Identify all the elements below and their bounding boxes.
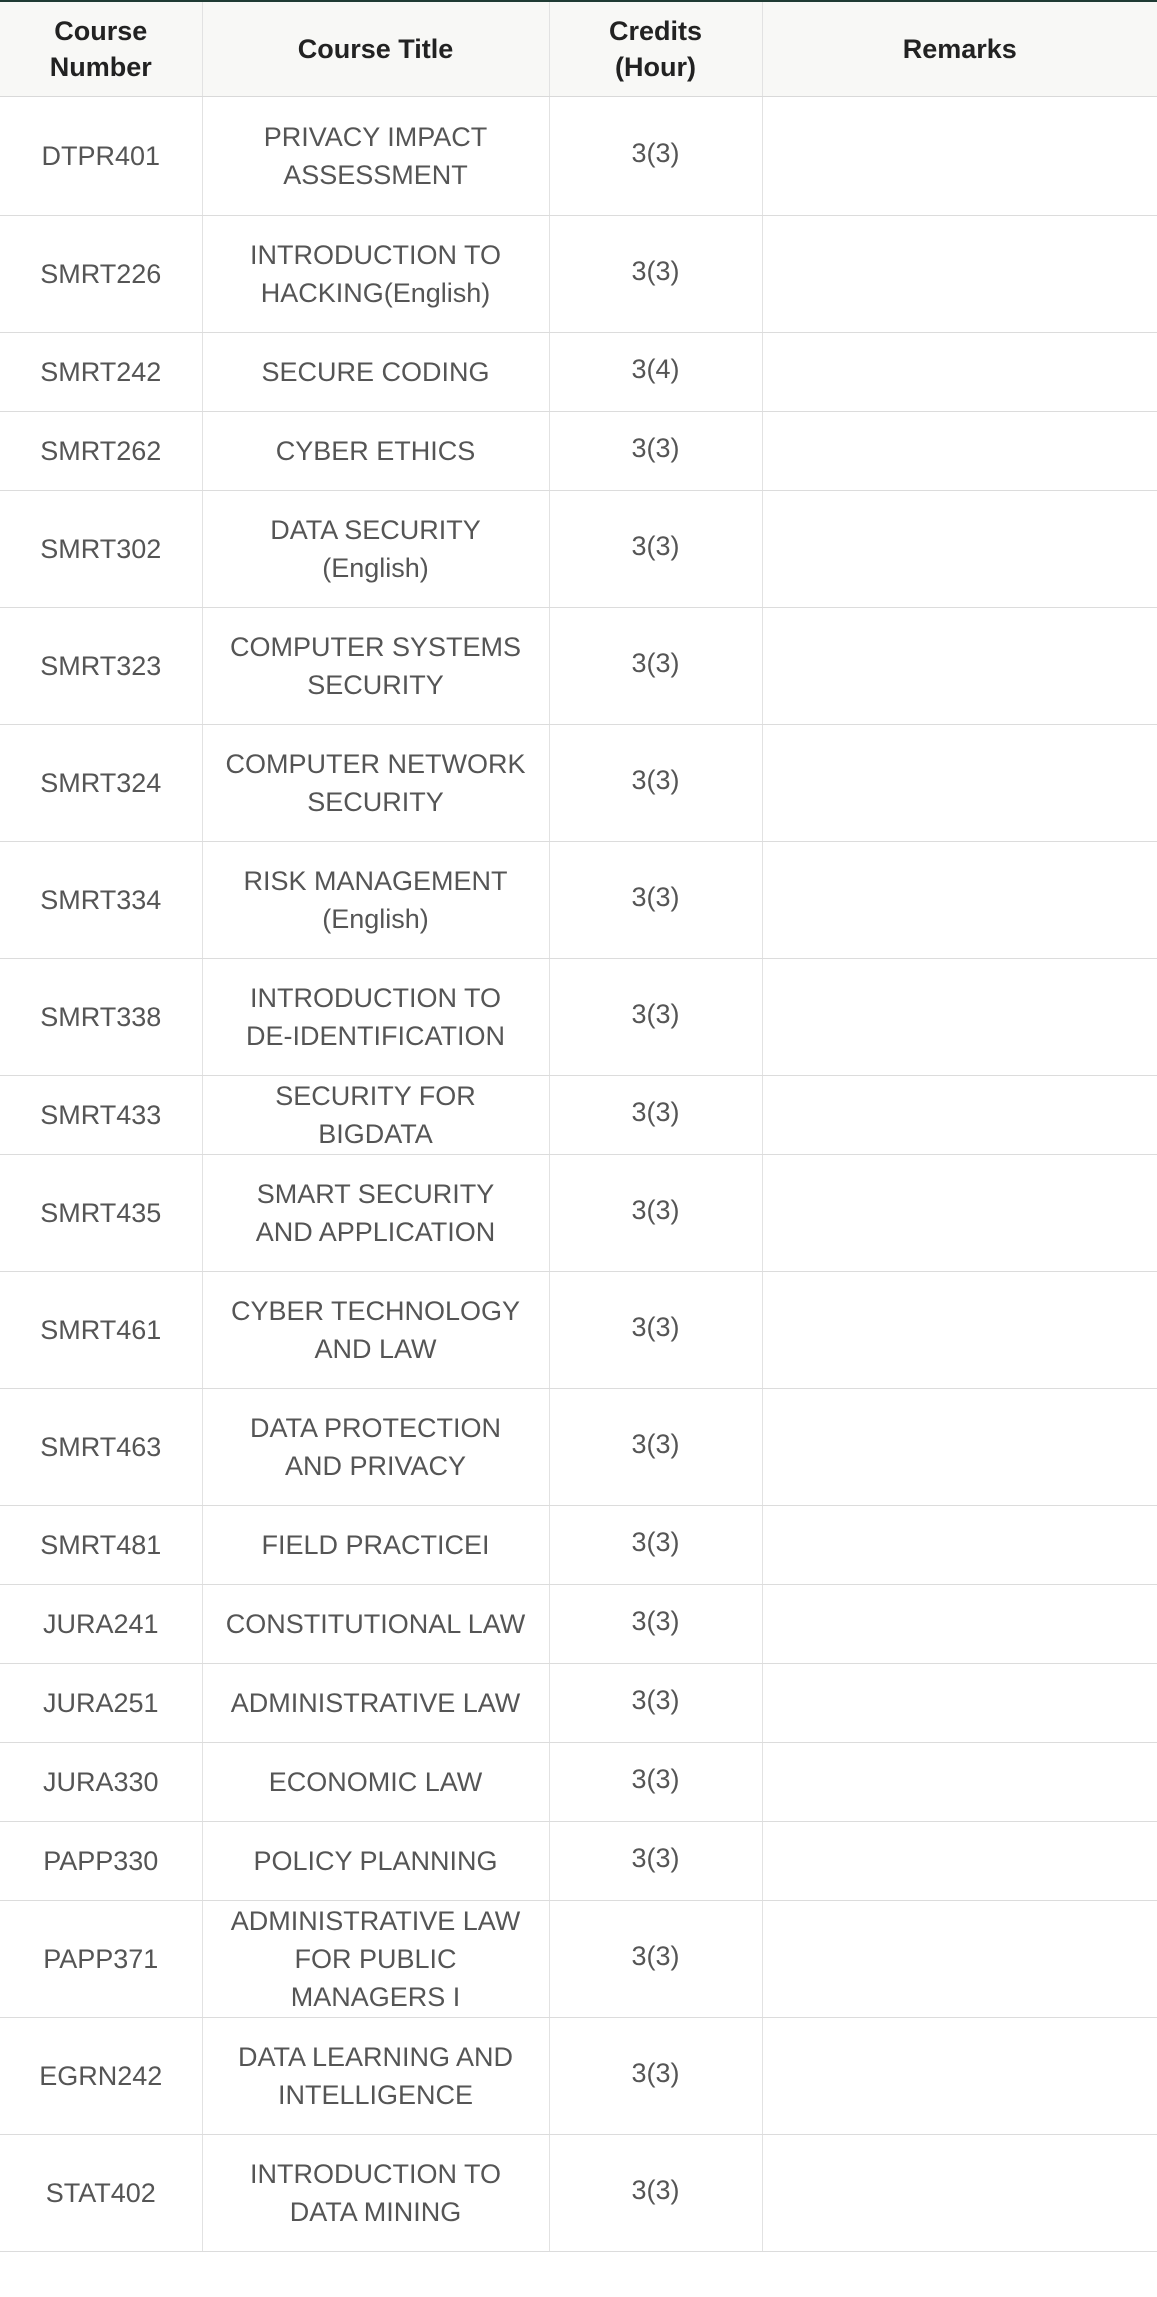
table-row (0, 2135, 1157, 2252)
course-title-cell: DATA SECURITY (English) (202, 491, 549, 608)
course-number-cell: SMRT334 (0, 842, 202, 959)
credits-value: 3(3) (631, 765, 680, 795)
table-row (0, 2018, 1157, 2135)
credits-value: 3(3) (631, 648, 680, 678)
table-row (0, 1822, 1157, 1901)
table-row (0, 1506, 1157, 1585)
credits-cell (549, 2018, 762, 2135)
credits-value: 3(3) (631, 1312, 680, 1342)
course-number-cell: SMRT433 (0, 1076, 202, 1155)
credits-value: 3(3) (631, 2058, 680, 2088)
credits-cell (549, 1506, 762, 1585)
remarks-cell (762, 491, 1157, 608)
remarks-cell (762, 2018, 1157, 2135)
course-title-cell: RISK MANAGEMENT (English) (202, 842, 549, 959)
credits-value: 3(3) (631, 531, 680, 561)
remarks-cell (762, 1506, 1157, 1585)
remarks-cell (762, 97, 1157, 216)
credits-cell (549, 1901, 762, 2018)
course-number-cell: SMRT262 (0, 412, 202, 491)
course-title-cell: DATA LEARNING AND INTELLIGENCE (202, 2018, 549, 2135)
credits-value: 3(3) (631, 1606, 680, 1636)
course-title-cell: COMPUTER NETWORK SECURITY (202, 725, 549, 842)
course-number-cell: JURA241 (0, 1585, 202, 1664)
remarks-cell (762, 1822, 1157, 1901)
header-credits: Credits (Hour) (549, 2, 762, 97)
remarks-cell (762, 412, 1157, 491)
header-remarks: Remarks (762, 2, 1157, 97)
remarks-cell (762, 1155, 1157, 1272)
remarks-cell (762, 1664, 1157, 1743)
remarks-cell (762, 216, 1157, 333)
credits-value: 3(3) (631, 1764, 680, 1794)
credits-value: 3(3) (631, 256, 680, 286)
credits-cell (549, 1822, 762, 1901)
course-number-cell: SMRT324 (0, 725, 202, 842)
credits-value: 3(3) (631, 1941, 680, 1971)
course-number-cell: SMRT242 (0, 333, 202, 412)
course-number-cell: SMRT435 (0, 1155, 202, 1272)
table-row (0, 97, 1157, 216)
course-title-cell: INTRODUCTION TO HACKING(English) (202, 216, 549, 333)
course-number-cell: EGRN242 (0, 2018, 202, 2135)
header-row (0, 2, 1157, 97)
course-number-cell: PAPP371 (0, 1901, 202, 2018)
course-number-cell: SMRT463 (0, 1389, 202, 1506)
credits-value: 3(3) (631, 882, 680, 912)
credits-cell (549, 1076, 762, 1155)
remarks-cell (762, 1076, 1157, 1155)
course-number-cell: SMRT302 (0, 491, 202, 608)
credits-value: 3(3) (631, 1527, 680, 1557)
credits-value: 3(3) (631, 433, 680, 463)
course-number-cell: JURA251 (0, 1664, 202, 1743)
credits-cell (549, 412, 762, 491)
credits-value: 3(3) (631, 999, 680, 1029)
credits-cell (549, 1664, 762, 1743)
table-row (0, 842, 1157, 959)
credits-cell (549, 1272, 762, 1389)
course-title-cell: DATA PROTECTION AND PRIVACY (202, 1389, 549, 1506)
header-course-title: Course Title (202, 2, 549, 97)
credits-cell (549, 2135, 762, 2252)
course-title-cell: POLICY PLANNING (202, 1822, 549, 1901)
table-row (0, 1585, 1157, 1664)
course-number-cell: PAPP330 (0, 1822, 202, 1901)
credits-value: 3(3) (631, 1195, 680, 1225)
credits-cell (549, 333, 762, 412)
credits-cell (549, 842, 762, 959)
credits-value: 3(3) (631, 138, 680, 168)
credits-cell (549, 1743, 762, 1822)
table-body (0, 97, 1157, 2252)
table-row (0, 333, 1157, 412)
credits-value: 3(3) (631, 1097, 680, 1127)
credits-cell (549, 97, 762, 216)
course-title-cell: ADMINISTRATIVE LAW FOR PUBLIC MANAGERS I (202, 1901, 549, 2018)
remarks-cell (762, 1389, 1157, 1506)
course-number-cell: SMRT338 (0, 959, 202, 1076)
course-number-cell: SMRT226 (0, 216, 202, 333)
table-header (0, 2, 1157, 97)
course-title-cell: SMART SECURITY AND APPLICATION (202, 1155, 549, 1272)
credits-cell (549, 608, 762, 725)
credits-value: 3(3) (631, 1843, 680, 1873)
course-number-cell: STAT402 (0, 2135, 202, 2252)
course-number-cell: DTPR401 (0, 97, 202, 216)
course-title-cell: INTRODUCTION TO DATA MINING (202, 2135, 549, 2252)
table-row (0, 412, 1157, 491)
course-title-cell: SECURITY FOR BIGDATA (202, 1076, 549, 1155)
table-row (0, 1076, 1157, 1155)
course-number-cell: SMRT481 (0, 1506, 202, 1585)
credits-value: 3(4) (631, 354, 680, 384)
course-title-cell: CYBER TECHNOLOGY AND LAW (202, 1272, 549, 1389)
credits-cell (549, 725, 762, 842)
table-row (0, 1389, 1157, 1506)
table-row (0, 608, 1157, 725)
course-title-cell: PRIVACY IMPACT ASSESSMENT (202, 97, 549, 216)
course-title-cell: INTRODUCTION TO DE-IDENTIFICATION (202, 959, 549, 1076)
header-course-number: Course Number (0, 2, 202, 97)
course-number-cell: SMRT323 (0, 608, 202, 725)
credits-cell (549, 491, 762, 608)
credits-cell (549, 959, 762, 1076)
course-title-cell: CYBER ETHICS (202, 412, 549, 491)
course-title-cell: FIELD PRACTICEI (202, 1506, 549, 1585)
remarks-cell (762, 959, 1157, 1076)
course-title-cell: ADMINISTRATIVE LAW (202, 1664, 549, 1743)
table-row (0, 725, 1157, 842)
remarks-cell (762, 333, 1157, 412)
table-row (0, 491, 1157, 608)
course-title-cell: CONSTITUTIONAL LAW (202, 1585, 549, 1664)
course-title-cell: ECONOMIC LAW (202, 1743, 549, 1822)
table-row (0, 1272, 1157, 1389)
credits-value: 3(3) (631, 1429, 680, 1459)
table-row (0, 1901, 1157, 2018)
table-row (0, 1155, 1157, 1272)
remarks-cell (762, 725, 1157, 842)
credits-cell (549, 1389, 762, 1506)
course-title-cell: COMPUTER SYSTEMS SECURITY (202, 608, 549, 725)
credits-cell (549, 1155, 762, 1272)
credits-value: 3(3) (631, 1685, 680, 1715)
remarks-cell (762, 842, 1157, 959)
remarks-cell (762, 1272, 1157, 1389)
remarks-cell (762, 1585, 1157, 1664)
table-row (0, 1664, 1157, 1743)
remarks-cell (762, 1901, 1157, 2018)
course-table (0, 2, 1157, 2252)
remarks-cell (762, 1743, 1157, 1822)
table-row (0, 216, 1157, 333)
course-number-cell: JURA330 (0, 1743, 202, 1822)
table-row (0, 959, 1157, 1076)
course-number-cell: SMRT461 (0, 1272, 202, 1389)
remarks-cell (762, 2135, 1157, 2252)
course-title-cell: SECURE CODING (202, 333, 549, 412)
remarks-cell (762, 608, 1157, 725)
credits-cell (549, 216, 762, 333)
credits-cell (549, 1585, 762, 1664)
table-row (0, 1743, 1157, 1822)
credits-value: 3(3) (631, 2175, 680, 2205)
